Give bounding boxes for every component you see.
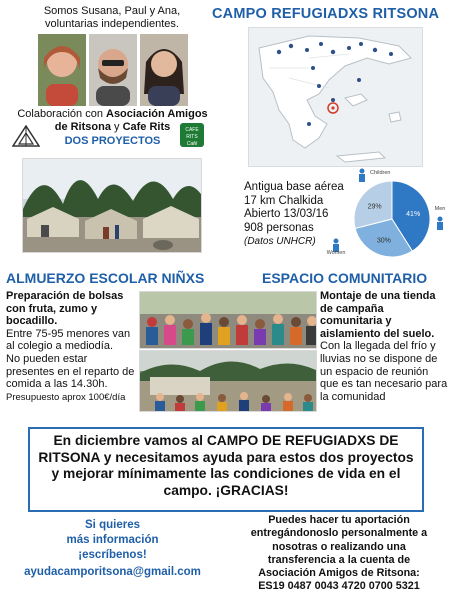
camp-info-line-1: Antigua base aérea — [244, 181, 344, 193]
pie-label-women: 29% — [367, 203, 382, 211]
appeal-box — [28, 427, 424, 512]
camp-photo — [22, 158, 202, 253]
greece-map — [248, 27, 423, 167]
population-pie-chart — [322, 168, 448, 268]
lunch-budget: Presupuesto aprox 100€/día — [6, 391, 126, 403]
collab-and: y — [110, 121, 123, 133]
contact-line-2: más información — [66, 534, 159, 546]
legend-women: Women — [326, 250, 346, 256]
community-description — [320, 290, 448, 403]
contact-info — [0, 518, 225, 580]
pie-label-children: 41% — [406, 210, 421, 218]
appeal-text: En diciembre vamos al CAMPO DE REFUGIADXS DE RITSONA y necesitamos ayuda para estos dos proyectos y mejorar mínimamente las condiciones de vida en el campo. ¡GRACIAS! — [38, 433, 414, 498]
collab-association: Asociación Amigos — [106, 108, 208, 120]
community-text: Con la llegada del frío y lluvias no se dispone de un espacio de reunión que es tan necesario para la comunidad — [320, 340, 448, 403]
collab-cafe-rits: Cafe Rits — [122, 121, 171, 133]
lunch-text-1: Entre 75-95 menores van al colegio a mediodía. — [6, 327, 131, 353]
camp-info-line-2: 17 km Chalkida — [244, 194, 324, 207]
projects-label: DOS PROYECTOS — [64, 135, 161, 147]
men-icon — [437, 217, 443, 231]
lunch-section-title: ALMUERZO ESCOLAR NIÑXS — [6, 270, 205, 286]
cafe-rits-logo-icon — [180, 123, 204, 147]
page-title: CAMPO REFUGIADXS RITSONA — [212, 6, 440, 22]
cafe-logo-line-1: CAFE RITS — [185, 127, 199, 140]
contact-line-1: Si quieres — [85, 519, 140, 531]
collab-prefix: Colaboración con — [17, 108, 106, 120]
donation-iban: ES19 0487 0043 4720 0700 5321 — [258, 580, 420, 593]
intro-line-2: voluntarias independientes. — [45, 18, 179, 30]
intro-text — [22, 5, 202, 31]
pie-label-men: 30% — [376, 237, 391, 245]
volunteer-photos — [38, 34, 188, 106]
contact-email[interactable]: ayudacamporitsona@gmail.com — [24, 566, 201, 578]
association-logo-icon — [12, 125, 40, 147]
children-icon — [359, 169, 365, 183]
donation-info — [228, 514, 450, 594]
intro-line-1: Somos Susana, Paul y Ana, — [43, 5, 181, 17]
volunteer-photo-3 — [140, 34, 188, 106]
camp-info-source: (Datos UNHCR) — [244, 236, 316, 247]
donation-line-3: nosotras o realizando una — [272, 540, 406, 553]
lunch-text-2: No pueden estar presentes en el reparto de comida a las 14.30h. — [6, 352, 135, 391]
donation-line-4: transferencia a la cuenta de — [267, 553, 411, 566]
camp-info-line-4: 908 personas — [244, 221, 314, 234]
collab-ritsona: de Ritsona — [54, 121, 111, 133]
volunteer-photo-2 — [89, 34, 137, 106]
camp-info-line-3: Abierto 13/03/16 — [244, 208, 329, 220]
community-section-title: ESPACIO COMUNITARIO — [262, 270, 428, 286]
donation-line-5: Asociación Amigos de Ritsona: — [258, 567, 420, 580]
cafe-logo-line-2: Café — [186, 141, 198, 147]
donation-line-1: Puedes hacer tu aportación — [268, 514, 410, 526]
lunch-bold-text: Preparación de bolsas con fruta, zumo y bocadillo. — [6, 290, 124, 328]
legend-children: Children — [370, 170, 391, 176]
volunteer-photo-1 — [38, 34, 86, 106]
legend-men: Men — [434, 206, 446, 212]
donation-line-2: entregándonoslo personalmente a — [250, 527, 428, 540]
school-lunch-photo — [139, 291, 317, 349]
community-space-photo — [139, 350, 317, 412]
contact-line-3: ¡escríbenos! — [78, 549, 147, 561]
community-bold-text: Montaje de una tienda de campaña comunitaria y aislamiento del suelo. — [320, 290, 436, 340]
lunch-description — [6, 290, 138, 404]
